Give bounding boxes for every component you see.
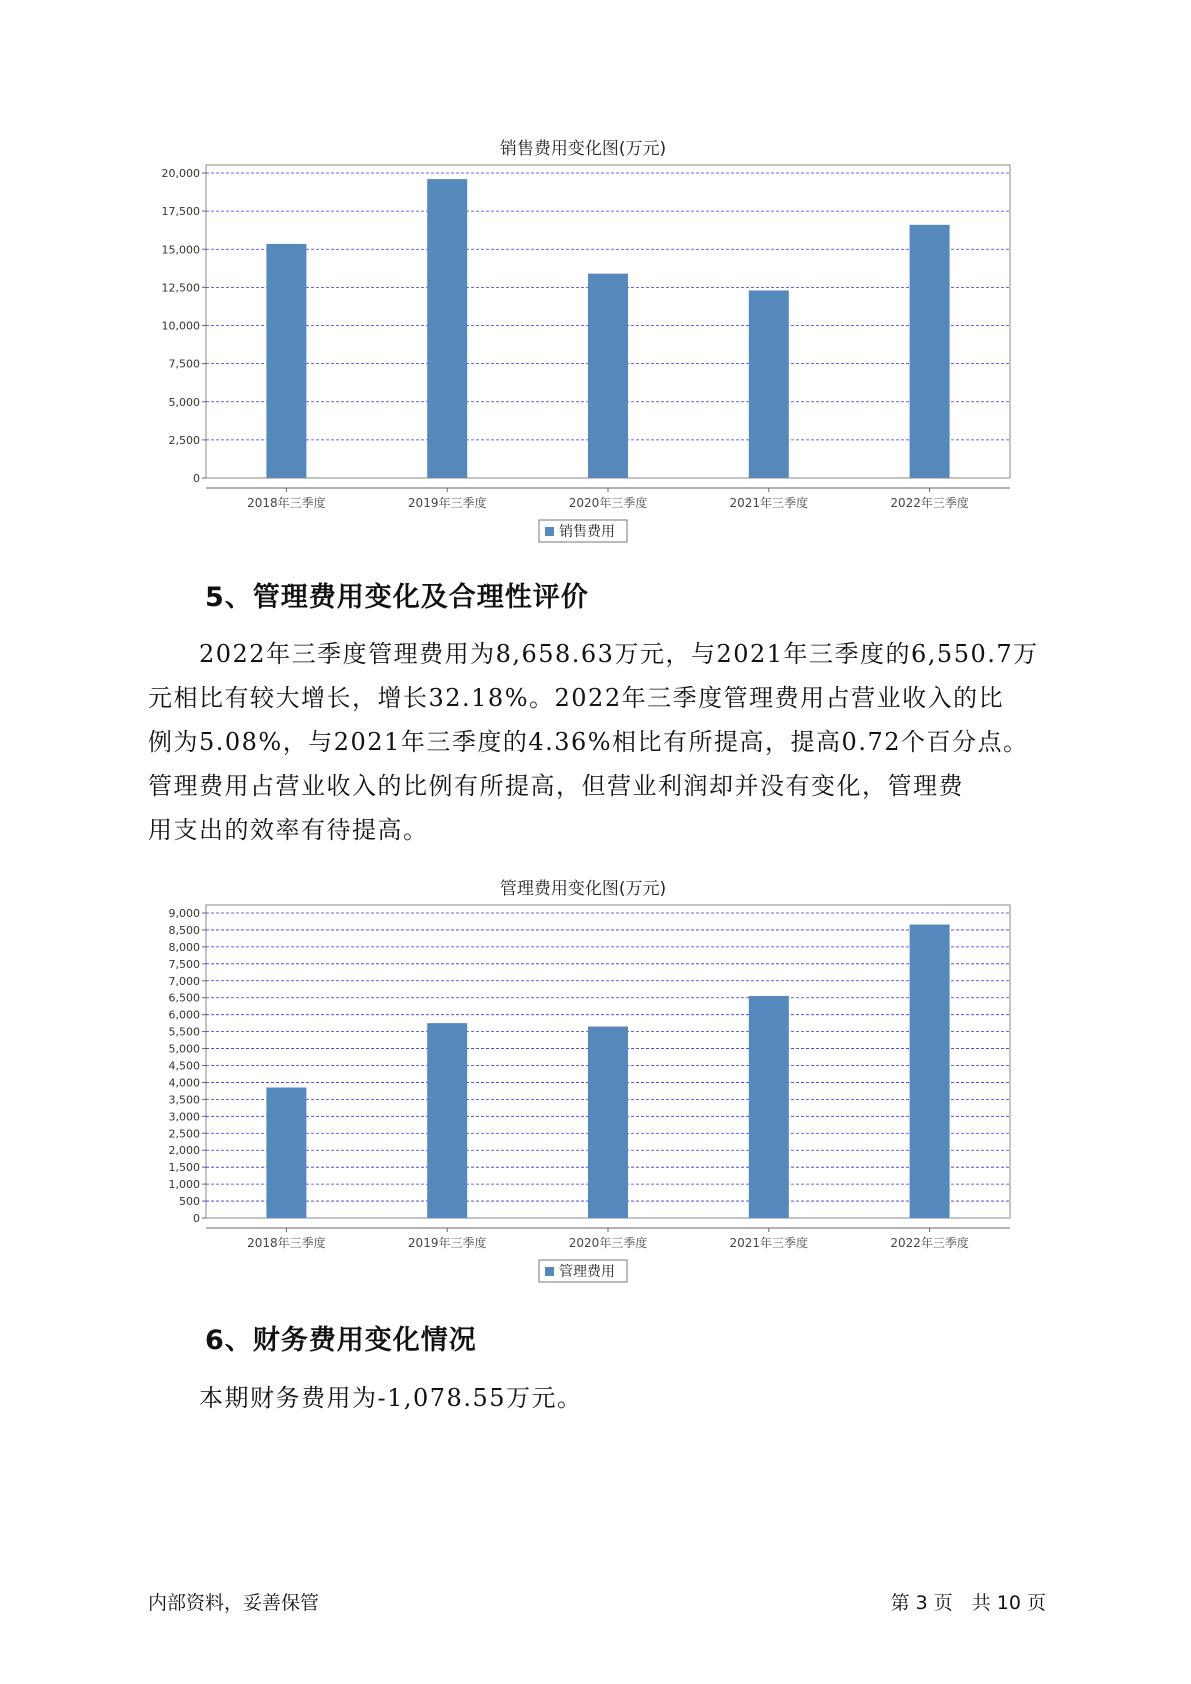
section-6-heading: 6、财务费用变化情况 <box>205 1325 477 1356</box>
y-tick-label: 6,000 <box>168 1008 200 1022</box>
bar <box>266 1088 306 1218</box>
legend-label: 管理费用 <box>559 1264 615 1280</box>
y-tick-label: 7,000 <box>168 974 200 988</box>
x-tick-label: 2022年三季度 <box>890 496 969 510</box>
sales-expense-chart-svg <box>148 130 1018 550</box>
x-tick-label: 2020年三季度 <box>568 1236 648 1250</box>
section-5-paragraph <box>148 632 1068 852</box>
bar <box>266 244 306 478</box>
chart-title: 销售费用变化图(万元) <box>499 139 667 159</box>
section-5-heading: 5、管理费用变化及合理性评价 <box>205 582 589 613</box>
y-tick-label: 0 <box>193 472 200 485</box>
y-tick-label: 4,500 <box>168 1059 200 1073</box>
y-tick-label: 8,000 <box>168 940 200 954</box>
bar <box>427 1023 467 1218</box>
bar <box>588 1027 628 1218</box>
y-tick-label: 6,500 <box>168 991 200 1005</box>
paragraph-line: 用支出的效率有待提高。 <box>148 816 429 844</box>
legend-label: 销售费用 <box>559 524 615 540</box>
y-tick-label: 2,500 <box>168 433 200 447</box>
x-tick-label: 2019年三季度 <box>407 496 487 510</box>
admin-expense-chart-svg <box>148 870 1018 1290</box>
y-tick-label: 2,500 <box>168 1127 200 1141</box>
y-tick-label: 7,500 <box>168 357 200 371</box>
x-tick-label: 2021年三季度 <box>729 1236 809 1250</box>
legend <box>539 1260 627 1282</box>
bar <box>749 290 789 478</box>
x-tick-label: 2018年三季度 <box>247 1236 326 1250</box>
y-tick-label: 7,500 <box>168 957 200 971</box>
y-tick-label: 9,000 <box>168 907 200 920</box>
y-tick-label: 0 <box>193 1212 200 1225</box>
chart-title: 管理费用变化图(万元) <box>499 879 667 899</box>
y-tick-label: 5,000 <box>168 1042 200 1056</box>
footer-page-number: 第 3 页 共 10 页 <box>890 1592 1046 1614</box>
legend-swatch <box>545 527 554 536</box>
paragraph-line: 管理费用占营业收入的比例有所提高，但营业利润却并没有变化，管理费 <box>148 772 964 800</box>
y-tick-label: 5,500 <box>168 1025 200 1039</box>
y-tick-label: 3,000 <box>168 1110 200 1124</box>
paragraph-line: 元相比有较大增长，增长32.18%。2022年三季度管理费用占营业收入的比 <box>148 684 1005 712</box>
y-tick-label: 1,500 <box>168 1161 200 1175</box>
x-tick-label: 2018年三季度 <box>247 496 326 510</box>
y-tick-label: 17,500 <box>161 205 200 219</box>
bar <box>910 925 950 1218</box>
y-tick-label: 8,500 <box>168 923 200 937</box>
admin-expense-chart <box>148 870 1018 1290</box>
legend <box>539 520 627 542</box>
x-tick-label: 2020年三季度 <box>568 496 648 510</box>
y-tick-label: 12,500 <box>161 281 200 295</box>
x-tick-label: 2022年三季度 <box>890 1236 969 1250</box>
footer-left: 内部资料，妥善保管 <box>148 1592 320 1614</box>
y-tick-label: 500 <box>179 1195 200 1209</box>
section-6-paragraph: 本期财务费用为-1,078.55万元。 <box>148 1384 583 1412</box>
x-tick-label: 2019年三季度 <box>407 1236 487 1250</box>
y-tick-label: 5,000 <box>168 395 200 409</box>
bar <box>910 225 950 478</box>
y-tick-label: 2,000 <box>168 1144 200 1158</box>
y-tick-label: 4,000 <box>168 1076 200 1090</box>
x-tick-label: 2021年三季度 <box>729 496 809 510</box>
bar <box>427 179 467 478</box>
paragraph-line: 例为5.08%，与2021年三季度的4.36%相比有所提高，提高0.72个百分点。 <box>148 728 1029 756</box>
y-tick-label: 3,500 <box>168 1093 200 1107</box>
paragraph-line: 2022年三季度管理费用为8,658.63万元，与2021年三季度的6,550.7万 <box>148 640 1039 668</box>
sales-expense-chart <box>148 130 1018 550</box>
y-tick-label: 15,000 <box>161 243 200 257</box>
y-tick-label: 1,000 <box>168 1178 200 1192</box>
y-tick-label: 10,000 <box>161 319 200 333</box>
legend-swatch <box>545 1267 554 1276</box>
bar <box>588 274 628 478</box>
y-tick-label: 20,000 <box>161 167 200 180</box>
bar <box>749 996 789 1218</box>
